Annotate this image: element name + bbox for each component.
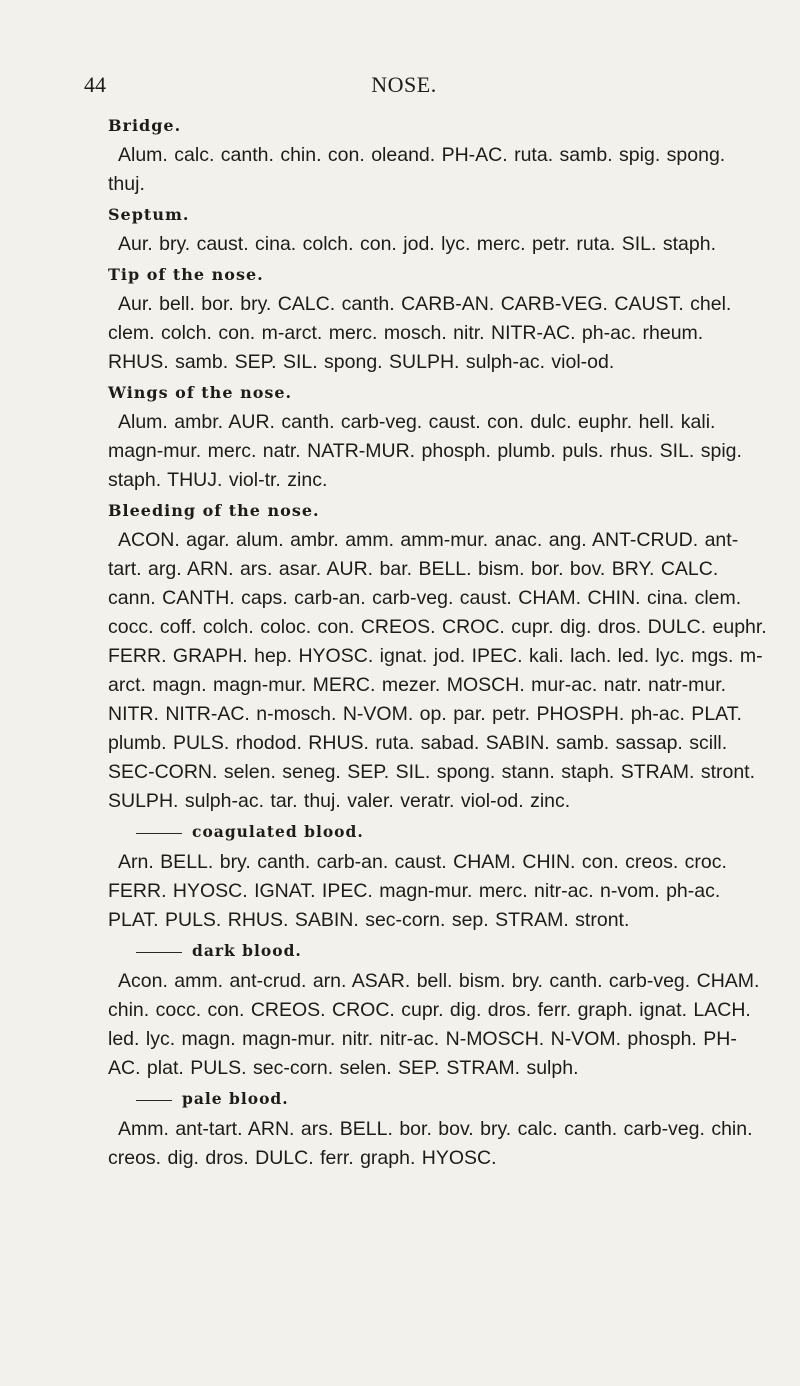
subsection-heading-dark-blood: dark blood. xyxy=(136,935,768,967)
remedy-list-septum: Aur. bry. caust. cina. colch. con. jod. lyc. merc. petr. ruta. SIL. staph. xyxy=(118,233,716,255)
section-heading-wings-of-nose: Wings of the nose. xyxy=(108,383,293,402)
section-heading-bridge: Bridge. xyxy=(108,116,182,135)
remedy-list-wings-of-nose: Alum. ambr. AUR. canth. carb-veg. caust. con. dulc. euphr. hell. kali. magn-mur. merc. natr. NATR-MUR. phosph. plumb. puls. rhus. SIL. spig. staph. THUJ. viol-tr. zinc. xyxy=(108,411,742,491)
running-head xyxy=(84,72,724,102)
remedy-list-tip-of-nose: Aur. bell. bor. bry. CALC. canth. CARB-AN. CARB-VEG. CAUST. chel. clem. colch. con. m-arct. merc. mosch. nitr. NITR-AC. ph-ac. rheum. RHUS. samb. SEP. SIL. spong. SULPH. sulph-ac. viol-od. xyxy=(108,293,732,373)
page-number: 44 xyxy=(84,72,106,97)
page-title: NOSE. xyxy=(371,72,437,97)
dash-rule xyxy=(136,1100,172,1101)
remedy-list-coagulated-blood: Arn. BELL. bry. canth. carb-an. caust. CHAM. CHIN. con. creos. croc. FERR. HYOSC. IGNAT. IPEC. magn-mur. merc. nitr-ac. n-vom. ph-ac. PLAT. PULS. RHUS. SABIN. sec-corn. sep. STRAM. stront. xyxy=(108,851,727,931)
section-heading-septum: Septum. xyxy=(108,205,190,224)
remedy-list-bridge: Alum. calc. canth. chin. con. oleand. PH-AC. ruta. samb. spig. spong. thuj. xyxy=(108,144,726,195)
remedy-list-bleeding: ACON. agar. alum. ambr. amm. amm-mur. anac. ang. ANT-CRUD. ant-tart. arg. ARN. ars. asar. AUR. bar. BELL. bism. bor. bov. BRY. CALC. cann. CANTH. caps. carb-an. carb-veg. caust. CHAM. CHIN. cina. clem. cocc. coff. colch. coloc. con. CREOS. CROC. cupr. dig. dros. DULC. euphr. FERR. GRAPH. hep. HYOSC. ignat. jod. IPEC. kali. lach. led. lyc. mgs. m-arct. magn. magn-mur. MERC. mezer. MOSCH. mur-ac. natr. natr-mur. NITR. NITR-AC. n-mosch. N-VOM. op. par. petr. PHOSPH. ph-ac. PLAT. plumb. PULS. rhodod. RHUS. ruta. sabad. SABIN. samb. sassap. scill. SEC-CORN. selen. seneg. SEP. SIL. spong. stann. staph. STRAM. stront. SULPH. sulph-ac. tar. thuj. valer. veratr. viol-od. zinc. xyxy=(108,529,767,812)
section-heading-tip-of-nose: Tip of the nose. xyxy=(108,265,264,284)
section-heading-bleeding: Bleeding of the nose. xyxy=(108,501,320,520)
subsection-heading-pale-blood: pale blood. xyxy=(136,1083,768,1115)
page-body xyxy=(108,110,768,1173)
dash-rule xyxy=(136,833,182,834)
remedy-list-pale-blood: Amm. ant-tart. ARN. ars. BELL. bor. bov. bry. calc. canth. carb-veg. chin. creos. dig. dros. DULC. ferr. graph. HYOSC. xyxy=(108,1118,753,1169)
dash-rule xyxy=(136,952,182,953)
remedy-list-dark-blood: Acon. amm. ant-crud. arn. ASAR. bell. bism. bry. canth. carb-veg. CHAM. chin. cocc. con. CREOS. CROC. cupr. dig. dros. ferr. graph. ignat. LACH. led. lyc. magn. magn-mur. nitr. nitr-ac. N-MOSCH. N-VOM. phosph. PH-AC. plat. PULS. sec-corn. selen. SEP. STRAM. sulph. xyxy=(108,970,760,1079)
subsection-heading-coagulated-blood: coagulated blood. xyxy=(136,816,768,848)
